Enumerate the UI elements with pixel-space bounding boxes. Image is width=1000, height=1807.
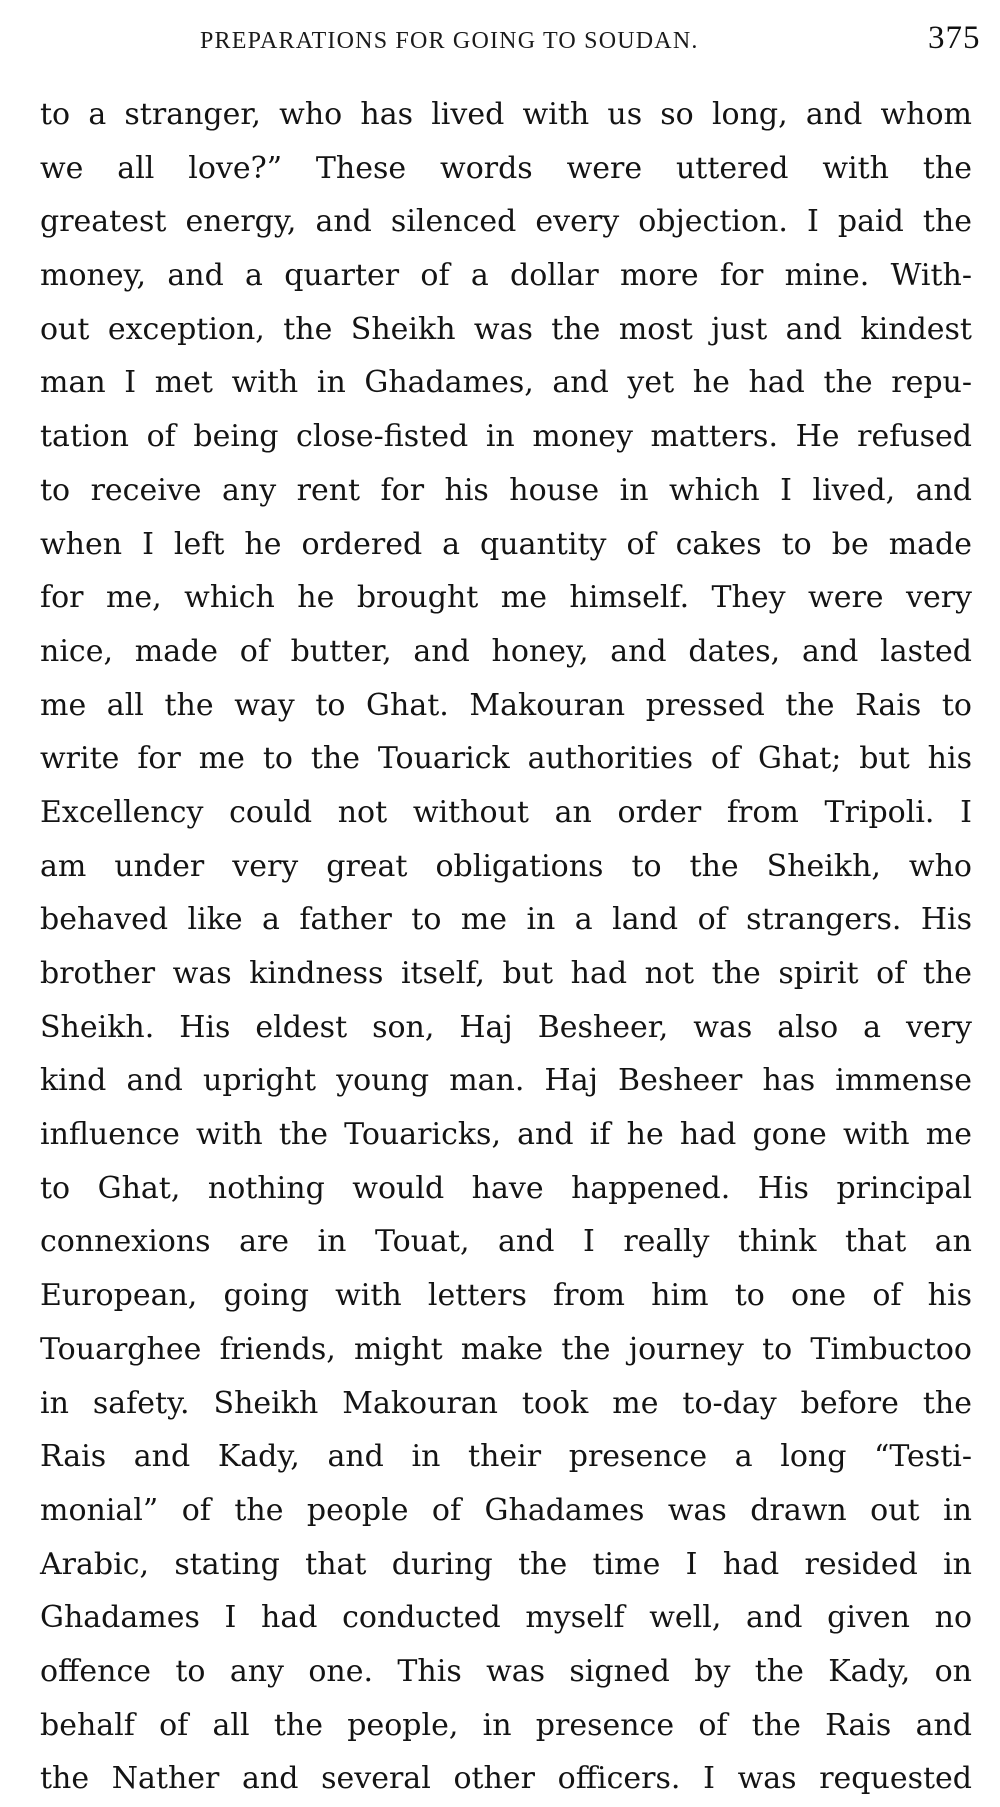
text-line: to receive any rent for his house in which I lived, and [40, 472, 972, 508]
text-line: Ghadames I had conducted myself well, and given no [40, 1600, 972, 1636]
text-line: behaved like a father to me in a land of strangers. His [40, 902, 972, 938]
text-line: we all love?” These words were uttered with the [40, 150, 972, 186]
text-line: out exception, the Sheikh was the most just and kindest [40, 311, 972, 347]
text-line: greatest energy, and silenced every objection. I paid the [40, 204, 972, 240]
text-line: influence with the Touaricks, and if he had gone with me [40, 1117, 972, 1153]
text-line: behalf of all the people, in presence of the Rais and [40, 1707, 972, 1743]
text-line: Excellency could not without an order from Tripoli. I [40, 794, 972, 830]
body-text [40, 88, 972, 1806]
text-line: offence to any one. This was signed by the Kady, on [40, 1653, 972, 1689]
text-line: to a stranger, who has lived with us so long, and whom [40, 97, 972, 132]
text-line: Arabic, stating that during the time I had resided in [40, 1546, 972, 1582]
text-line: connexions are in Touat, and I really think that an [40, 1224, 972, 1260]
text-line: tation of being close-fisted in money matters. He refused [40, 419, 972, 455]
text-line: to Ghat, nothing would have happened. His principal [40, 1170, 972, 1206]
text-line: Sheikh. His eldest son, Haj Besheer, was also a very [40, 1009, 972, 1045]
page-number: 375 [928, 20, 981, 56]
text-line: man I met with in Ghadames, and yet he had the repu- [40, 365, 972, 401]
text-line: brother was kindness itself, but had not the spirit of the [40, 956, 972, 991]
text-line: monial” of the people of Ghadames was drawn out in [40, 1492, 972, 1528]
text-line: when I left he ordered a quantity of cakes to be made [40, 526, 972, 562]
text-line: European, going with letters from him to one of his [40, 1278, 972, 1314]
text-line: money, and a quarter of a dollar more for mine. With- [40, 258, 972, 294]
text-line: nice, made of butter, and honey, and dates, and lasted [40, 633, 972, 669]
text-line: the Nather and several other officers. I was requested [40, 1761, 972, 1797]
text-line: for me, which he brought me himself. They were very [40, 580, 972, 616]
page-header [0, 14, 1000, 64]
text-line: in safety. Sheikh Makouran took me to-day before the [40, 1385, 972, 1421]
text-line: Rais and Kady, and in their presence a long “Testi- [40, 1439, 972, 1475]
text-line: kind and upright young man. Haj Besheer has immense [40, 1063, 972, 1099]
text-line: Touarghee friends, might make the journey to Timbuctoo [40, 1331, 972, 1367]
text-line: me all the way to Ghat. Makouran pressed the Rais to [40, 687, 972, 723]
running-head: PREPARATIONS FOR GOING TO SOUDAN. [200, 28, 699, 54]
text-line: write for me to the Touarick authorities of Ghat; but his [40, 741, 972, 777]
text-line: am under very great obligations to the Sheikh, who [40, 848, 972, 884]
